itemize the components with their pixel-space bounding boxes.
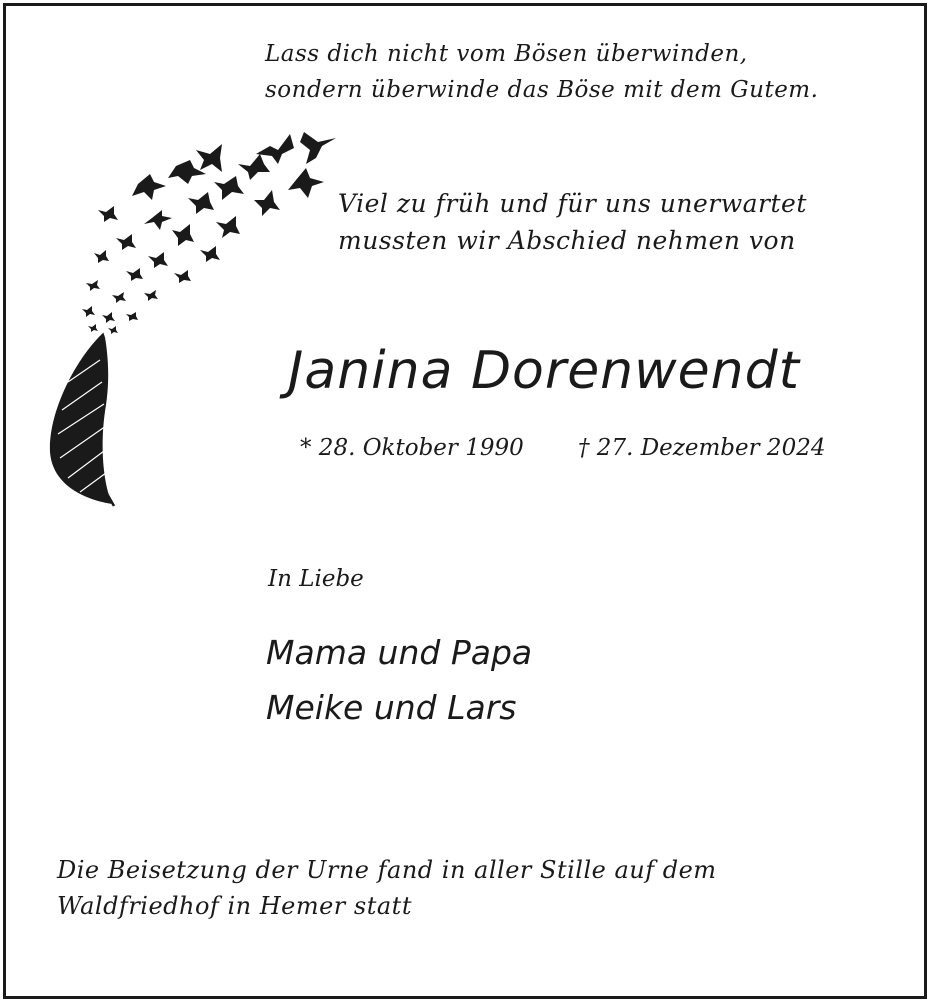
feather-birds-icon — [40, 120, 340, 515]
death-date: † 27. Dezember 2024 — [578, 435, 826, 461]
quote-line-2: sondern überwinde das Böse mit dem Gutem. — [265, 77, 819, 103]
bible-quote — [265, 36, 818, 108]
mourners-line-1: Mama und Papa — [266, 633, 533, 672]
burial-line-1: Die Beisetzung der Urne fand in aller Stille auf dem — [57, 856, 717, 884]
intro-line-1: Viel zu früh und für uns unerwartet — [338, 189, 807, 218]
mourners-line-2: Meike und Lars — [266, 688, 517, 727]
mourners-intro: In Liebe — [268, 566, 364, 592]
burial-line-2: Waldfriedhof in Hemer statt — [57, 892, 412, 920]
burial-notice — [57, 852, 717, 924]
birth-date: * 28. Oktober 1990 — [300, 435, 524, 461]
intro-line-2: mussten wir Abschied nehmen von — [338, 226, 796, 255]
deceased-name: Janina Dorenwendt — [288, 341, 801, 401]
intro-text — [338, 185, 807, 259]
quote-line-1: Lass dich nicht vom Bösen überwinden, — [265, 41, 748, 67]
